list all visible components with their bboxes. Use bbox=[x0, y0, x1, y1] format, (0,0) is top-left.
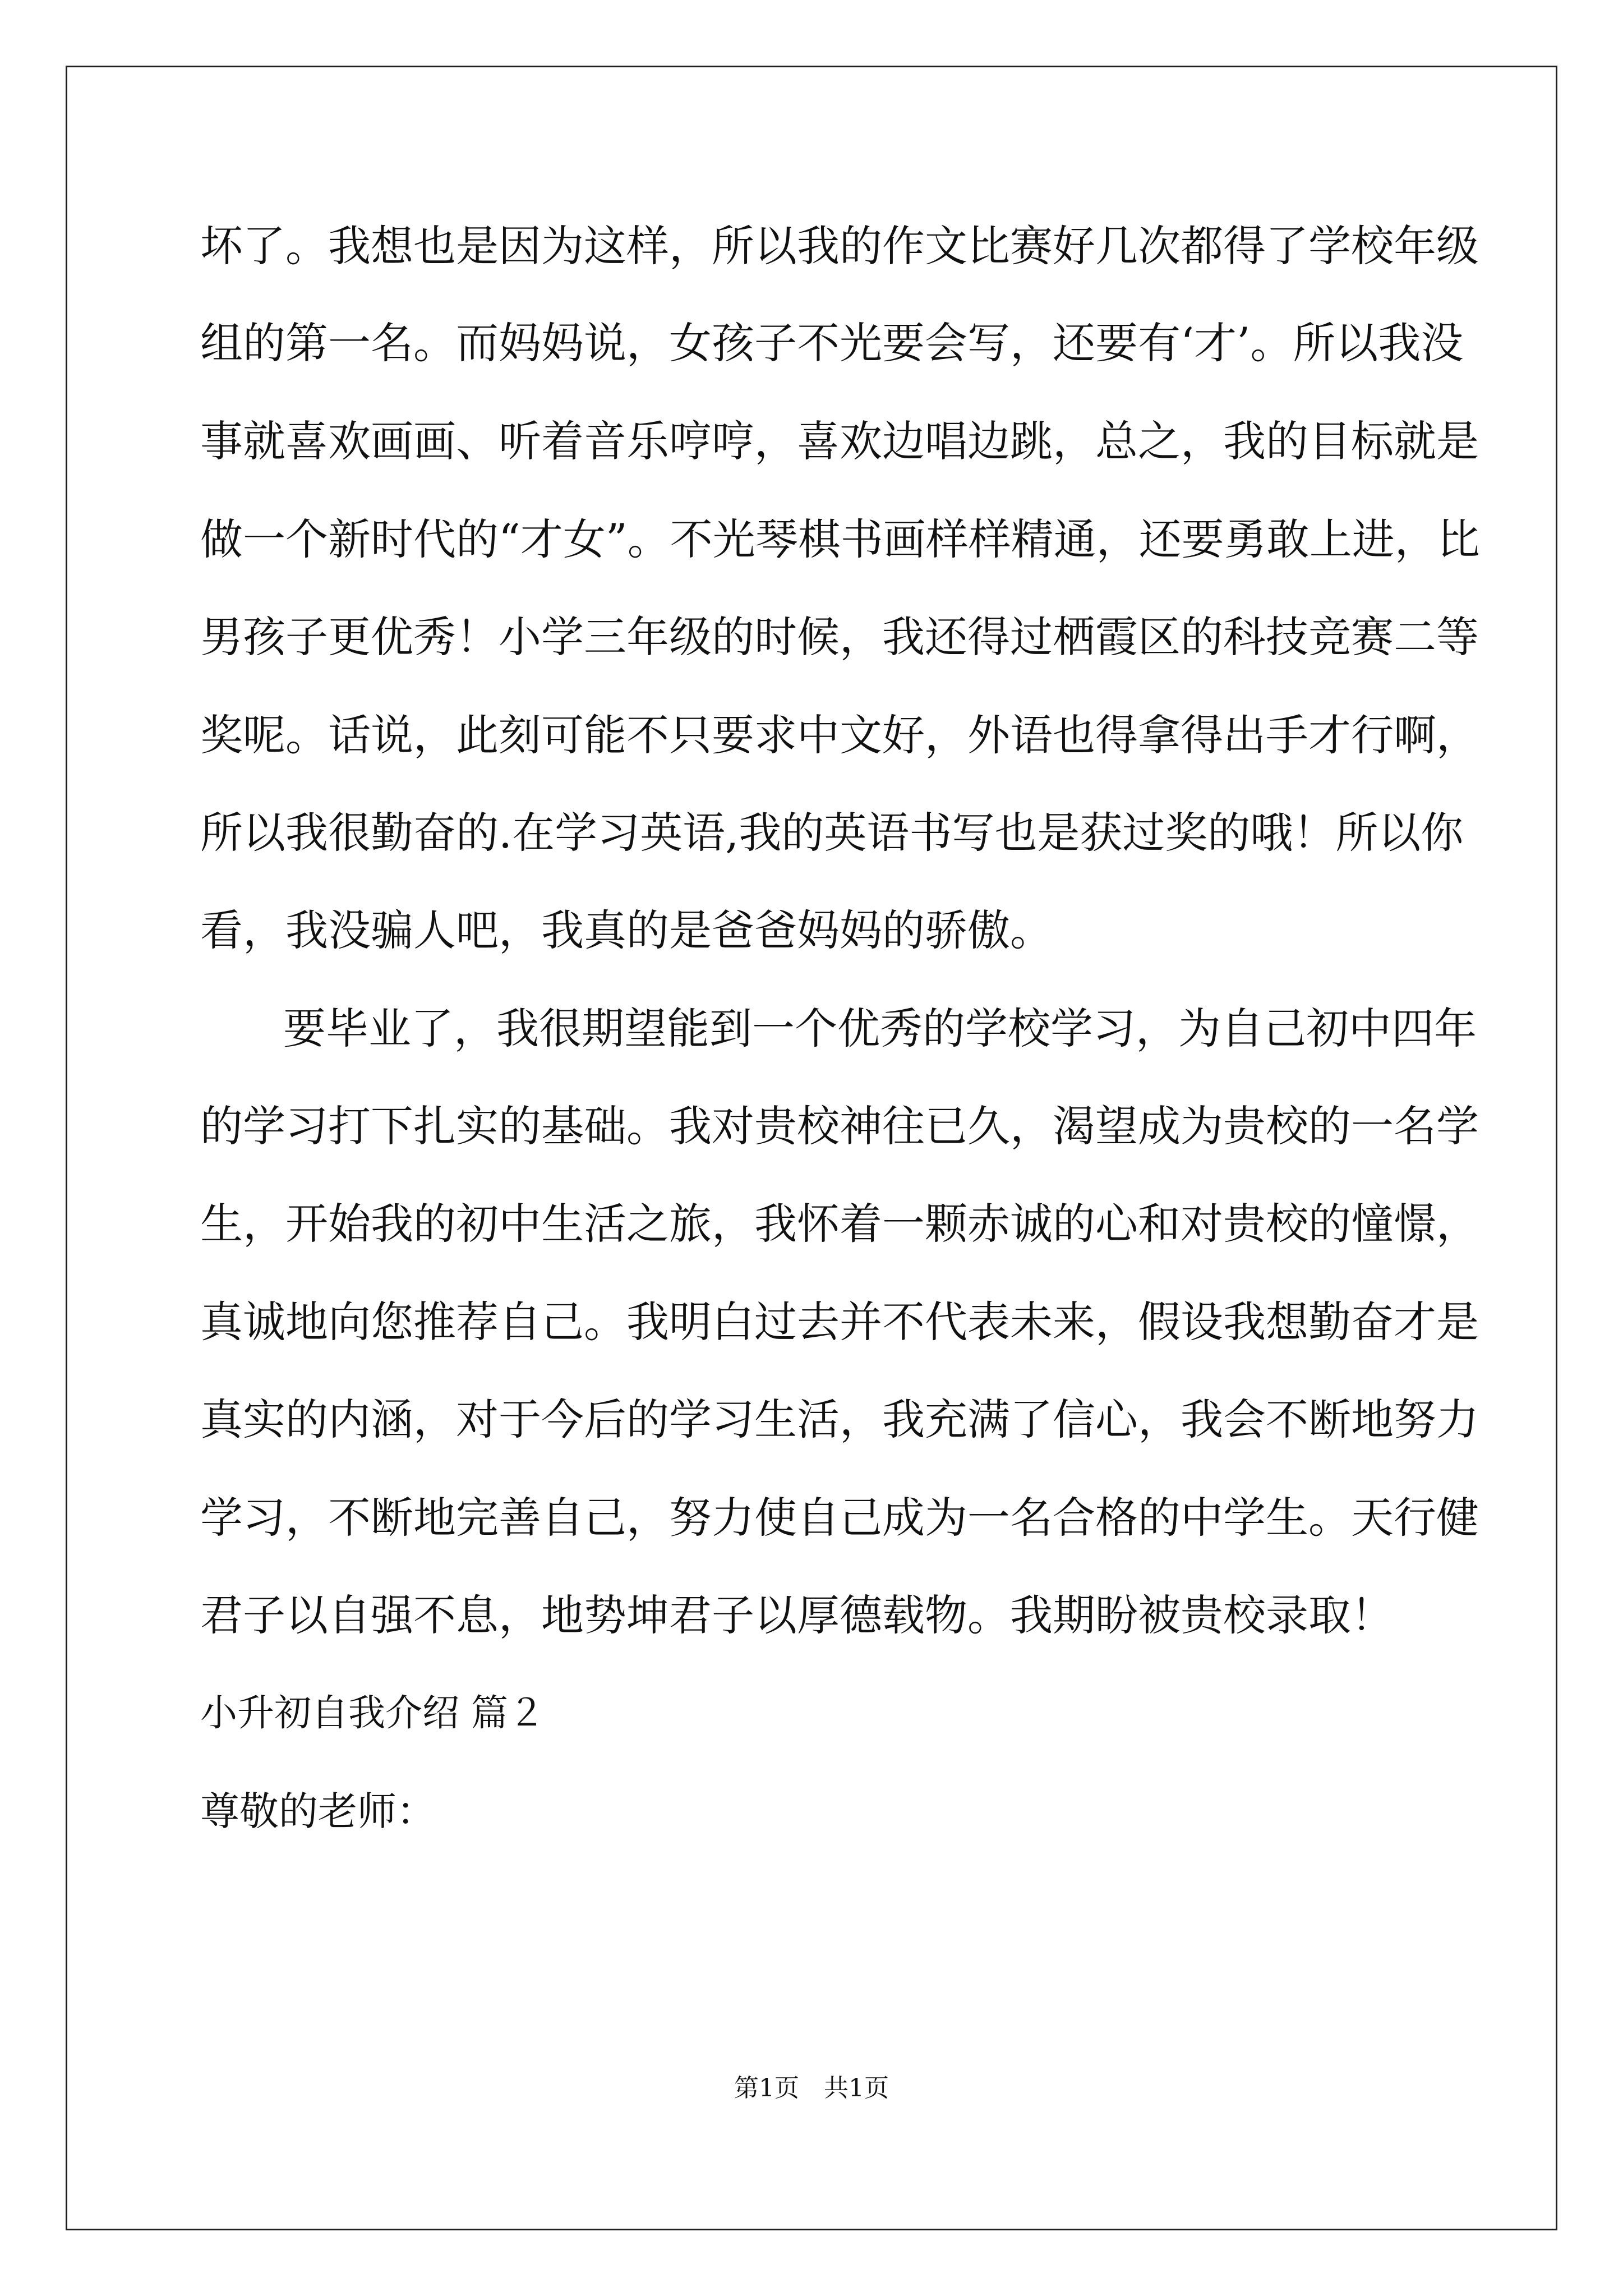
paragraph-line: 做一个新时代的“才女”。不光琴棋书画样样精通，还要勇敢上进，比 bbox=[200, 514, 1480, 564]
paragraph-line: 所以我很勤奋的.在学习英语,我的英语书写也是获过奖的哦！所以你 bbox=[200, 808, 1464, 858]
paragraph-line: 事就喜欢画画、听着音乐哼哼，喜欢边唱边跳，总之，我的目标就是 bbox=[200, 416, 1479, 466]
paragraph-line: 看，我没骗人吧，我真的是爸爸妈妈的骄傲。 bbox=[200, 905, 1053, 955]
salutation: 尊敬的老师： bbox=[200, 1788, 436, 1834]
paragraph-line: 学习，不断地完善自己，努力使自己成为一名合格的中学生。天行健 bbox=[200, 1493, 1479, 1543]
paragraph-line: 真实的内涵，对于今后的学习生活，我充满了信心，我会不断地努力 bbox=[200, 1395, 1479, 1444]
paragraph-line: 的学习打下扎实的基础。我对贵校神往已久，渴望成为贵校的一名学 bbox=[200, 1101, 1479, 1151]
paragraph-line: 真诚地向您推荐自己。我明白过去并不代表未来，假设我想勤奋才是 bbox=[200, 1297, 1479, 1347]
paragraph-line: 生，开始我的初中生活之旅，我怀着一颗赤诚的心和对贵校的憧憬， bbox=[200, 1199, 1479, 1249]
paragraph-line: 坏了。我想也是因为这样，所以我的作文比赛好几次都得了学校年级 bbox=[200, 221, 1479, 271]
paragraph-line: 奖呢。话说，此刻可能不只要求中文好，外语也得拿得出手才行啊， bbox=[200, 710, 1479, 760]
section-title: 小升初自我介绍 篇２ bbox=[200, 1691, 545, 1734]
paragraph-line: 组的第一名。而妈妈说，女孩子不光要会写，还要有‘才’。所以我没 bbox=[200, 318, 1464, 368]
page-footer: 第1页 共1页 bbox=[734, 2074, 889, 2102]
paragraph-line: 要毕业了，我很期望能到一个优秀的学校学习，为自己初中四年 bbox=[283, 1004, 1477, 1053]
paragraph-line: 男孩子更优秀！小学三年级的时候，我还得过栖霞区的科技竞赛二等 bbox=[200, 612, 1479, 662]
paragraph-line: 君子以自强不息，地势坤君子以厚德载物。我期盼被贵校录取！ bbox=[200, 1590, 1394, 1640]
